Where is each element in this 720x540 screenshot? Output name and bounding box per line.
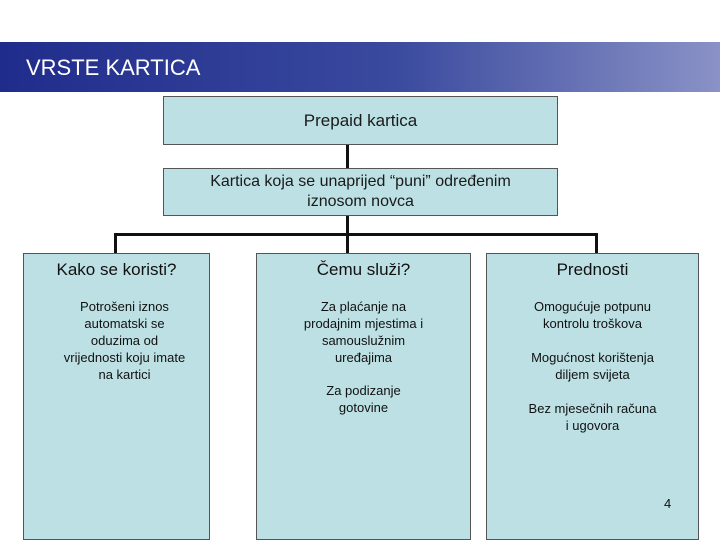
page-number: 4 — [664, 496, 672, 511]
definition-box — [163, 168, 558, 216]
column-purpose-heading: Čemu služi? — [316, 260, 411, 279]
connector-left — [114, 233, 117, 254]
column-advantages-heading: Prednosti — [556, 260, 629, 279]
column-usage-heading: Kako se koristi? — [56, 260, 177, 279]
connector-center — [346, 233, 349, 254]
column-advantages-item: Mogućnost korištenja diljem svijeta — [531, 350, 654, 382]
definition-text: Kartica koja se unaprijed “puni” određenim iznosom novca — [210, 173, 511, 210]
column-advantages-item: Omogućuje potpunu kontrolu troškova — [533, 299, 652, 331]
connector-top — [346, 144, 349, 169]
prepaid-card-box — [163, 96, 558, 145]
column-purpose — [256, 253, 471, 540]
connector-right — [595, 233, 598, 254]
column-purpose-item: Za plaćanje na prodajnim mjestima i samouslužnim uređajima — [303, 299, 424, 365]
column-advantages-item: Bez mjesečnih računa i ugovora — [528, 401, 657, 433]
prepaid-card-label: Prepaid kartica — [303, 110, 418, 130]
title-bar — [0, 42, 720, 92]
column-usage-item: Potrošeni iznos automatski se oduzima od vrijednosti koju imate na kartici — [63, 299, 186, 382]
connector-mid — [346, 215, 349, 235]
connector-horizontal — [114, 233, 598, 236]
slide-title: VRSTE KARTICA — [26, 55, 201, 80]
column-purpose-item: Za podizanje gotovine — [326, 383, 401, 415]
column-usage — [23, 253, 210, 540]
